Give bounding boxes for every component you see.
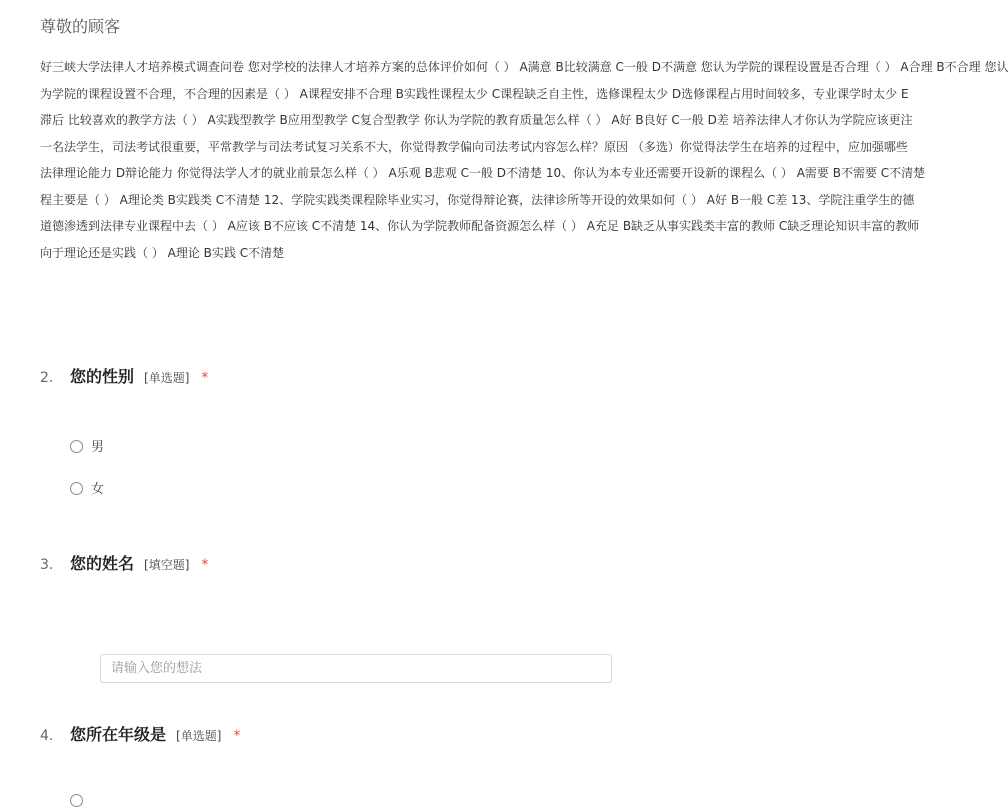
grade-option-radio-button[interactable] (70, 794, 83, 807)
question-name (40, 551, 208, 577)
intro-line: 好三峡大学法律人才培养模式调查问卷 您对学校的法律人才培养方案的总体评价如何（ ） A满意 B比较满意 C一般 D不满意 您认为学院的课程设置是否合理（ ） A合理 B不合理 您认 (40, 60, 1008, 74)
question-type-label: [单选题] (176, 729, 222, 743)
radio-button[interactable] (70, 440, 83, 453)
gender-option-female[interactable] (70, 481, 104, 499)
question-type-label: [单选题] (144, 371, 190, 385)
radio-button[interactable] (70, 482, 83, 495)
question-number: 4. (40, 728, 54, 744)
question-number: 3. (40, 557, 54, 573)
intro-line: 为学院的课程设置不合理，不合理的因素是（ ） A课程安排不合理 B实践性课程太少 C课程缺乏自主性，选修课程太少 D选修课程占用时间较多，专业课学时太少 E (40, 86, 909, 101)
question-title: 您所在年级是 (70, 725, 167, 744)
intro-line: 法律理论能力 D辩论能力 你觉得法学人才的就业前景怎么样（ ） A乐观 B悲观 C一般 D不清楚 10、你认为本专业还需要开设新的课程么（ ） A需要 B不需要 C不清楚 (40, 166, 926, 180)
option-label: 男 (91, 440, 105, 455)
question-title: 您的姓名 (70, 554, 135, 573)
intro-line: 一名法学生，司法考试很重要，平常教学与司法考试复习关系不大，你觉得教学偏向司法考试内容怎么样？原因 （多选）你觉得法学生在培养的过程中，应加强哪些 (40, 139, 908, 154)
required-marker: * (233, 728, 241, 744)
survey-greeting: 尊敬的顾客 (40, 17, 121, 36)
intro-line: 道德渗透到法律专业课程中去（ ） A应该 B不应该 C不清楚 14、你认为学院教师配备资源怎么样（ ） A充足 B缺乏从事实践类丰富的教师 C缺乏理论知识丰富的教师 (40, 219, 920, 233)
question-type-label: [填空题] (144, 558, 190, 572)
question-gender (40, 364, 208, 390)
intro-line: 程主要是（ ） A理论类 B实践类 C不清楚 12、学院实践类课程除毕业实习，你觉得辩论赛，法律诊所等开设的效果如何（ ） A好 B一般 C差 13、学院注重学生的德 (40, 192, 915, 207)
name-input[interactable] (100, 654, 612, 683)
required-marker: * (201, 557, 209, 573)
required-marker: * (201, 370, 209, 386)
question-title: 您的性别 (70, 367, 135, 386)
question-grade (40, 722, 240, 748)
option-label: 女 (91, 482, 105, 497)
survey-intro-text (40, 54, 1008, 266)
gender-option-male[interactable] (70, 439, 104, 457)
intro-line: 滞后 比较喜欢的教学方法（ ） A实践型教学 B应用型教学 C复合型教学 你认为学院的教育质量怎么样（ ） A好 B良好 C一般 D差 培养法律人才你认为学院应该更注 (40, 113, 913, 127)
question-number: 2. (40, 370, 54, 386)
intro-line: 向于理论还是实践（ ） A理论 B实践 C不清楚 (40, 245, 285, 260)
